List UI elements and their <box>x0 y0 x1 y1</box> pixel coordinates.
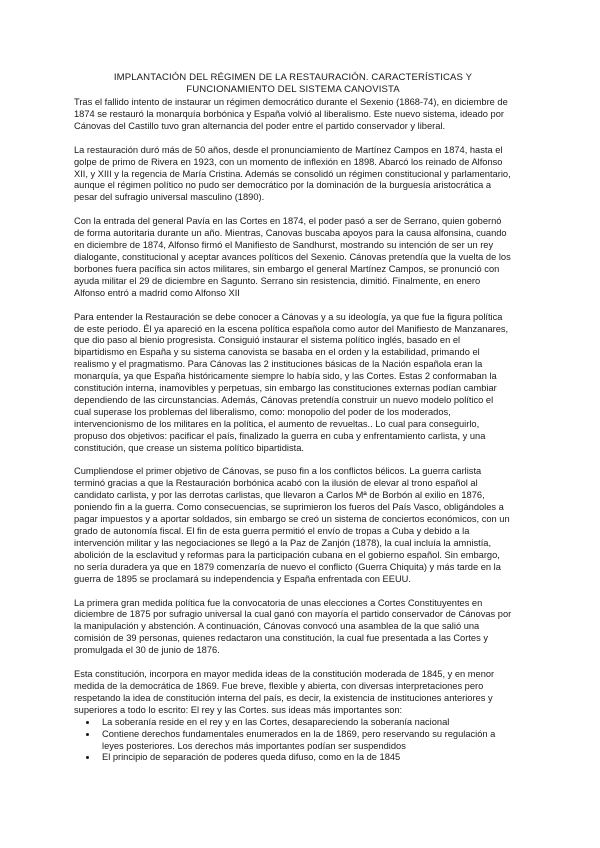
title-line-2: FUNCIONAMIENTO DEL SISTEMA CANOVISTA <box>186 84 400 95</box>
list-item: • La soberanía reside en el rey y en las Cortes, desapareciendo la soberanía nacional <box>98 717 512 729</box>
paragraph-constitution: Esta constitución, incorpora en mayor medida ideas de la constitución moderada de 1845, y en menor medida de la democrática de 1869. Fue breve, flexible y abierta, con diversas interpretaciones pero respetando la idea de constitución interna del país, es decir, la existencia de instituciones anteriores y superiores a todo lo escrito: El rey y las Cortes. sus ideas más importantes son: <box>74 669 495 715</box>
paragraph-duration: La restauración duró más de 50 años, desde el pronunciamiento de Martínez Campos en 1874, hasta el golpe de primo de Rivera en 1923, con un momento de inflexión en 1898. Abarcó los reinado de Alfonso XII, y XIII y la regencia de María Cristina. Además se consolidó un régimen constitucional y parlamentario, aunque el régimen político no pudo ser democrático por la dominación de la burguesía aristocrática a pesar del sufragio universal masculino (1890). <box>74 144 511 203</box>
paragraph-wars: Cumpliendose el primer objetivo de Cánovas, se puso fin a los conflictos bélicos. La guerra carlista terminó gracias a que la Restauración borbónica acabó con la ilusión de elevar al trono español al candidato carlista, y por las derrotas carlistas, que llevaron a Carlos Mª de Borbón al exilio en 1876, poniendo fin a la guerra. Como consecuencias, se suprimieron los fueros del País Vasco, obligándoles a pagar impuestos y a aportar soldados, sin embargo se creó un sistema de conciertos económicos, con un grado de autonomía fiscal. El fin de esta guerra permitió el envío de tropas a Cuba y debido a la intervención militar y las negociaciones se llegó a la Paz de Zanjón (1878), la cual incluía la amnistía, abolición de la esclavitud y reformas para la participación cubana en el gobierno español. Sin embargo, no sería duradera ya que en 1879 comenzaría de nuevo el conflicto (Guerra Chiquita) y más tarde en la guerra de 1895 se proclamará su independencia y España enfrentada con EEUU. <box>74 466 510 584</box>
list-item: • Contiene derechos fundamentales enumerados en la de 1869, pero reservando su regulación a leyes posteriores. Los derechos más importantes podían ser suspendidos <box>98 729 512 753</box>
paragraph-canovas: Para entender la Restauración se debe conocer a Cánovas y a su ideología, ya que fue la figura política de este periodo. Él ya apareció en la escena política española como autor del Manifiesto de Manzanares, que dio paso al bienio progresista. Consiguió instaurar el sistema político inglés, basado en el bipartidismo en España y su sistema canovista se basaba en el orden y la estabilidad, primando el realismo y el pragmatismo. Para Cánovas las 2 instituciones básicas de la Nación española eran la monarquía, ya que España históricamente siempre lo había sido, y las Cortes. Estas 2 conformaban la constitución interna, inamovibles y perpetuas, sin embargo las constituciones externas podían cambiar dependiendo de las circunstancias. Además, Cánovas pretendía construir un nuevo modelo político el cual superase los problemas del liberalismo, como: monopolio del poder de los moderados, intervencionismo de los militares en la política, el aumento de revueltas.. Lo cual para conseguirlo, propuso dos objetivos: pacificar el país, finalizado la guerra en cuba y enfrentamiento carlista, y una constitución, que crease un sistema político bipartidista. <box>74 311 509 453</box>
list-item: • El principio de separación de poderes queda difuso, como en la de 1845 <box>98 752 512 764</box>
paragraph-intro: Tras el fallido intento de instaurar un régimen democrático durante el Sexenio (1868-74), en diciembre de 1874 se restauró la monarquía borbónica y España volvió al liberalismo. Este nuevo sistema, ideado por Cánovas del Castillo tuvo gran alternancia del poder entre el partido conservador y liberal. <box>74 97 508 131</box>
paragraph-elections: La primera gran medida política fue la convocatoria de unas elecciones a Cortes Constituyentes en diciembre de 1875 por sufragio universal la cual ganó con mayoría el partido conservador de Cánovas por la manipulación y abstención. A continuación, Cánovas convocó una asamblea de la que salió una comisión de 39 personas, quienes redactaron una constitución, la cual fue presentada a las Cortes y promulgada el 30 de junio de 1876. <box>74 597 512 656</box>
title-line-1: IMPLANTACIÓN DEL RÉGIMEN DE LA RESTAURACIÓN. CARACTERÍSTICAS Y <box>113 72 473 83</box>
constitution-ideas-list <box>74 717 512 765</box>
paragraph-pavia: Con la entrada del general Pavía en las Cortes en 1874, el poder pasó a ser de Serrano, quien gobernó de forma autoritaria durante un año. Mientras, Canovas buscaba apoyos para la causa alfonsina, cuando en diciembre de 1874, Alfonso firmó el Manifiesto de Sandhurst, mostrando su intención de ser un rey dialogante, constitucional y aceptar avances políticos del Sexenio. Cánovas pretendía que la vuelta de los borbones fuera pacífica sin actos militares, sin embargo el general Martínez Campos, se pronunció con ayuda militar el 29 de diciembre en Sagunto. Serrano sin resistencia, dimitió. Finalmente, en enero Alfonso entró a madrid como Alfonso XII <box>74 216 511 298</box>
document-title <box>74 72 512 96</box>
